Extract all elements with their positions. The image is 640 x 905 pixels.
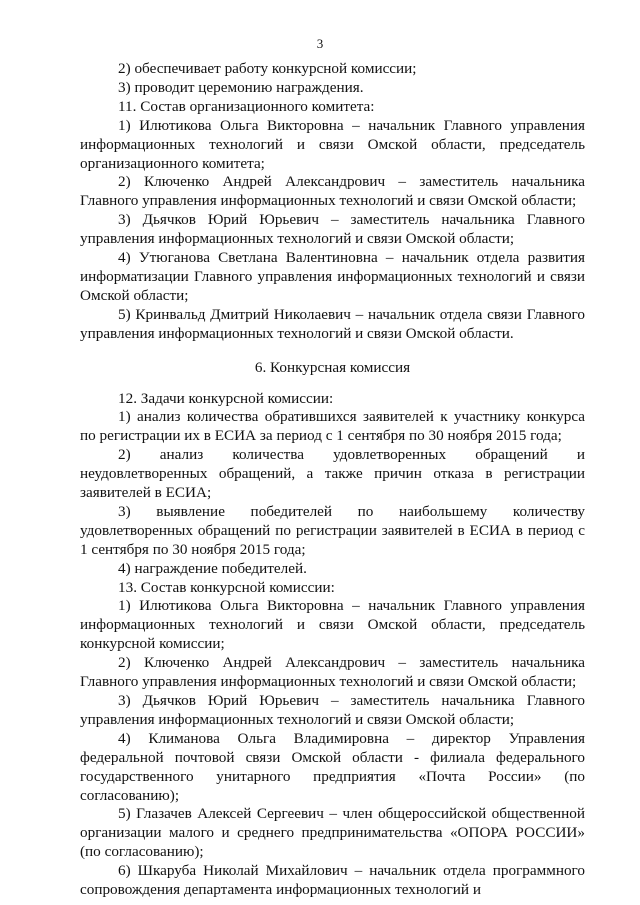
- task-item: 1) анализ количества обратившихся заявителей к участнику конкурса по регистрации их в ЕСИА за период с 1 сентября по 30 ноября 2015 года;: [80, 408, 585, 445]
- page-number: 3: [316, 36, 324, 51]
- commission-member: 3) Дьячков Юрий Юрьевич – заместитель начальника Главного управления информационных технологий и связи Омской области;: [80, 692, 585, 728]
- committee-member: 2) Ключенко Андрей Александрович – заместитель начальника Главного управления информационных технологий и связи Омской области;: [80, 173, 585, 210]
- commission-member: 1) Илютикова Ольга Викторовна – начальник Главного управления информационных технологий и связи Омской области, председатель конкурсной комиссии;: [80, 597, 585, 653]
- section-heading: 6. Конкурсная комиссия: [254, 358, 411, 376]
- commission-member: 5) Глазачев Алексей Сергеевич – член общероссийской общественной организации малого и среднего предпринимательства «ОПОРА РОССИИ» (по согласованию);: [80, 805, 585, 861]
- document-body: [80, 60, 585, 900]
- committee-member: 5) Кринвальд Дмитрий Николаевич – начальник отдела связи Главного управления информационных технологий и связи Омской области.: [80, 305, 585, 342]
- section-point: 11. Состав организационного комитета:: [118, 97, 375, 115]
- commission-member: 2) Ключенко Андрей Александрович – заместитель начальника Главного управления информационных технологий и связи Омской области;: [80, 654, 585, 691]
- committee-member: 1) Илютикова Ольга Викторовна – начальник Главного управления информационных технологий и связи Омской области, председатель организационного комитета;: [80, 116, 585, 172]
- commission-member: 4) Климанова Ольга Владимировна – директор Управления федеральной почтовой связи Омской области - филиала федерального государственного унитарного предприятия «Почта России» (по согласованию);: [80, 729, 585, 804]
- task-item: 3) выявление победителей по наибольшему количеству удовлетворенных обращений по регистрации заявителей в ЕСИА в период с 1 сентября по 30 ноября 2015 года;: [80, 502, 585, 558]
- section-point: 13. Состав конкурсной комиссии:: [118, 578, 335, 596]
- task-item: 4) награждение победителей.: [118, 559, 307, 577]
- list-item: 3) проводит церемонию награждения.: [118, 78, 364, 96]
- section-point: 12. Задачи конкурсной комиссии:: [118, 389, 334, 407]
- task-item: 2) анализ количества удовлетворенных обращений и неудовлетворенных обращений, а также причин отказа в регистрации заявителей в ЕСИА;: [80, 446, 585, 502]
- committee-member: 3) Дьячков Юрий Юрьевич – заместитель начальника Главного управления информационных технологий и связи Омской области;: [80, 211, 585, 248]
- committee-member: 4) Утюганова Светлана Валентиновна – начальник отдела развития информатизации Главного управления информационных технологий и связи Омской области;: [80, 249, 585, 304]
- list-item: 2) обеспечивает работу конкурсной комиссии;: [118, 60, 417, 77]
- commission-member: 6) Шкаруба Николай Михайлович – начальник отдела программного сопровождения департамента информационных технологий и: [80, 862, 585, 899]
